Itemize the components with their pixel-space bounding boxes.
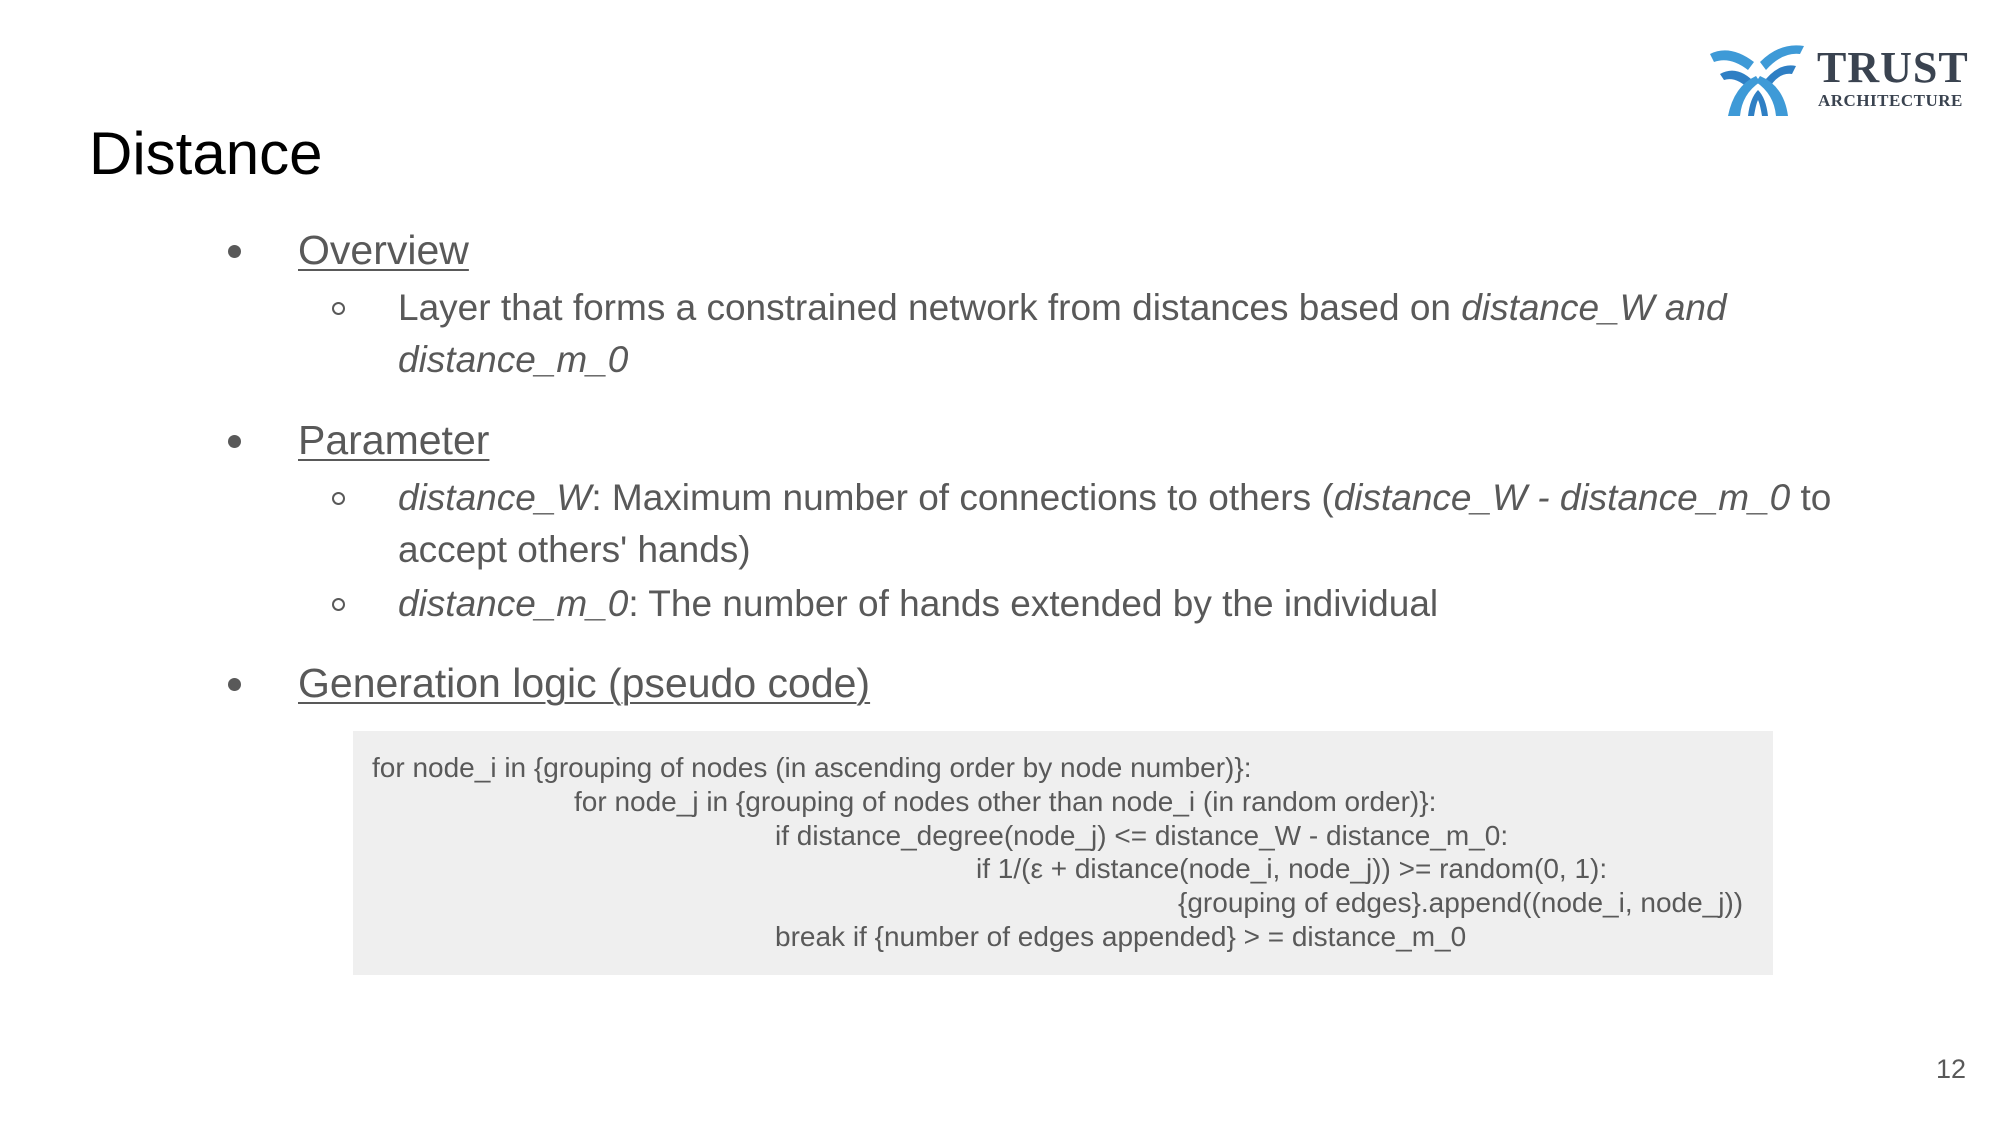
slide-title: Distance — [89, 120, 323, 187]
parameter-item-w — [398, 472, 1898, 576]
overview-italic-terms: distance_W and — [1461, 287, 1727, 328]
bullet-ring-icon — [332, 492, 345, 505]
param-term-w: distance_W — [398, 477, 592, 518]
parameter-bullet — [298, 416, 489, 465]
parameter-item-m0 — [398, 578, 1898, 630]
param-term-w-2: distance_W - distance_m_0 — [1333, 477, 1791, 518]
overview-item — [398, 282, 1898, 386]
code-line: if 1/(ε + distance(node_i, node_j)) >= random(0, 1): — [976, 853, 1608, 884]
param-term-m0: distance_m_0 — [398, 583, 629, 624]
code-line: for node_j in {grouping of nodes other than node_i (in random order)}: — [574, 786, 1437, 817]
parameter-heading[interactable]: Parameter — [298, 417, 490, 463]
code-line: if distance_degree(node_j) <= distance_W - distance_m_0: — [775, 820, 1509, 851]
code-line: break if {number of edges appended} > = distance_m_0 — [775, 921, 1467, 952]
trust-architecture-logo — [1708, 40, 1968, 120]
page-number: 12 — [1936, 1054, 1967, 1084]
generation-bullet — [298, 659, 870, 708]
code-line: for node_i in {grouping of nodes (in ascending order by node number)}: — [372, 752, 1252, 783]
overview-bullet — [298, 226, 469, 275]
bullet-ring-icon — [332, 302, 345, 315]
pseudo-code-block — [353, 731, 1773, 975]
bullet-dot-icon — [228, 678, 241, 691]
overview-heading[interactable]: Overview — [298, 227, 469, 273]
param-text-w-c: accept others' hands) — [398, 529, 751, 570]
generation-heading[interactable]: Generation logic (pseudo code) — [298, 660, 871, 706]
bullet-dot-icon — [228, 435, 241, 448]
param-text-m0: : The number of hands extended by the individual — [628, 583, 1439, 624]
trust-architecture-logo-icon — [1708, 40, 1808, 120]
logo-text-sub: ARCHITECTURE — [1818, 91, 1963, 110]
bullet-dot-icon — [228, 245, 241, 258]
code-line: {grouping of edges}.append((node_i, node_j)) — [1178, 887, 1744, 918]
param-text-w-b: to — [1790, 477, 1832, 518]
overview-text: Layer that forms a constrained network from distances based on — [398, 287, 1462, 328]
overview-italic-term-2: distance_m_0 — [398, 339, 629, 380]
param-text-w-a: : Maximum number of connections to others ( — [591, 477, 1334, 518]
bullet-ring-icon — [332, 598, 345, 611]
logo-text-main: TRUST — [1817, 43, 1969, 92]
